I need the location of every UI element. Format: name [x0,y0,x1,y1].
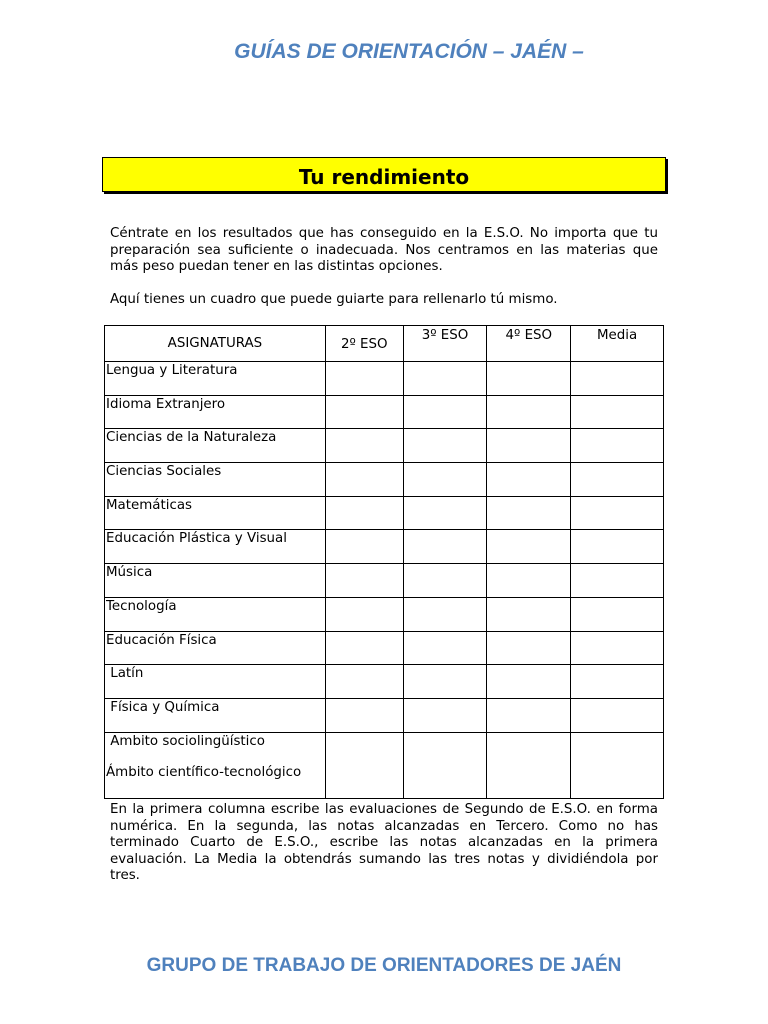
table-row [105,597,664,631]
table-row [105,665,664,699]
grade-cell-4eso[interactable] [487,362,571,396]
grade-cell-2eso[interactable] [325,597,403,631]
subject-name: Idioma Extranjero [105,395,326,429]
grade-cell-3eso[interactable] [403,463,487,497]
table-body [105,362,664,799]
subject-name: Educación Física [105,631,326,665]
grade-cell-4eso[interactable] [487,597,571,631]
grade-cell-3eso[interactable] [403,362,487,396]
grade-cell-4eso[interactable] [487,463,571,497]
grade-cell-3eso[interactable] [403,395,487,429]
grade-cell-media[interactable] [571,631,664,665]
grade-cell-2eso[interactable] [325,564,403,598]
header-2eso: 2º ESO [325,326,403,362]
instructions-paragraph [110,802,658,885]
grade-cell-2eso[interactable] [325,395,403,429]
intro-paragraph-2 [110,292,658,309]
grade-cell-2eso[interactable] [325,530,403,564]
grade-cell-media[interactable] [571,530,664,564]
table-row [105,732,664,798]
subject-name-ambitos [105,732,326,798]
grade-cell-2eso[interactable] [325,463,403,497]
subject-name: Lengua y Literatura [105,362,326,396]
grade-cell-media[interactable] [571,496,664,530]
grade-cell-media[interactable] [571,732,664,798]
grade-cell-4eso[interactable] [487,395,571,429]
intro-text-2: Aquí tienes un cuadro que puede guiarte para rellenarlo tú mismo. [110,292,558,307]
grade-cell-4eso[interactable] [487,698,571,732]
subject-name: Educación Plástica y Visual [105,530,326,564]
table-row [105,362,664,396]
grade-cell-3eso[interactable] [403,530,487,564]
grade-cell-media[interactable] [571,564,664,598]
grade-cell-media[interactable] [571,463,664,497]
header-4eso: 4º ESO [487,326,571,362]
grade-cell-media[interactable] [571,665,664,699]
grade-cell-4eso[interactable] [487,496,571,530]
table-row [105,496,664,530]
grade-cell-3eso[interactable] [403,732,487,798]
grade-cell-3eso[interactable] [403,564,487,598]
grade-cell-4eso[interactable] [487,631,571,665]
grade-cell-4eso[interactable] [487,429,571,463]
subject-name: Matemáticas [105,496,326,530]
grade-cell-2eso[interactable] [325,665,403,699]
grade-cell-3eso[interactable] [403,429,487,463]
grade-cell-2eso[interactable] [325,631,403,665]
grade-cell-3eso[interactable] [403,698,487,732]
table-row [105,463,664,497]
subject-name: Tecnología [105,597,326,631]
grade-cell-2eso[interactable] [325,732,403,798]
grade-cell-3eso[interactable] [403,496,487,530]
grade-cell-2eso[interactable] [325,429,403,463]
subject-name: Física y Química [105,698,326,732]
header-asignaturas: ASIGNATURAS [105,326,326,362]
grade-cell-media[interactable] [571,698,664,732]
section-title: Tu rendimiento [298,164,470,189]
grade-cell-media[interactable] [571,597,664,631]
table-row [105,564,664,598]
header-media: Media [571,326,664,362]
table-row [105,698,664,732]
grade-cell-media[interactable] [571,395,664,429]
grade-cell-2eso[interactable] [325,698,403,732]
subject-name: Ciencias Sociales [105,463,326,497]
grade-cell-4eso[interactable] [487,732,571,798]
subject-ambito-socio: Ambito sociolingüístico [106,733,265,749]
grade-cell-4eso[interactable] [487,665,571,699]
table-row [105,530,664,564]
grade-cell-2eso[interactable] [325,496,403,530]
grade-cell-4eso[interactable] [487,564,571,598]
grades-table [104,325,664,799]
page-footer-title: GRUPO DE TRABAJO DE ORIENTADORES DE JAÉN [146,955,622,976]
grade-cell-2eso[interactable] [325,362,403,396]
grade-cell-media[interactable] [571,362,664,396]
table-row [105,631,664,665]
table-row [105,395,664,429]
grade-cell-media[interactable] [571,429,664,463]
table-header-row [105,326,664,362]
table-row [105,429,664,463]
grade-cell-3eso[interactable] [403,597,487,631]
grade-cell-4eso[interactable] [487,530,571,564]
header-3eso: 3º ESO [403,326,487,362]
grade-cell-3eso[interactable] [403,665,487,699]
subject-name: Ciencias de la Naturaleza [105,429,326,463]
grade-cell-3eso[interactable] [403,631,487,665]
subject-name: Latín [105,665,326,699]
intro-text: Céntrate en los resultados que has conseguido en la E.S.O. No importa que tu preparación sea suficiente o inadecuada. Nos centramos en las materias que más peso puedan tener en las distintas opciones. [110,226,658,274]
subject-ambito-cientifico: Ámbito científico-tecnológico [106,764,302,780]
intro-paragraph [110,226,658,276]
page-header-title: GUÍAS DE ORIENTACIÓN – JAÉN – [234,40,584,63]
subject-name: Música [105,564,326,598]
section-title-box [102,157,666,192]
instructions-text: En la primera columna escribe las evaluaciones de Segundo de E.S.O. en forma numérica. En la segunda, las notas alcanzadas en Tercero. Como no has terminado Cuarto de E.S.O., escribe las notas alcanzadas en la primera evaluación. La Media la obtendrás sumando las tres notas y dividiéndola por tres. [110,802,658,883]
